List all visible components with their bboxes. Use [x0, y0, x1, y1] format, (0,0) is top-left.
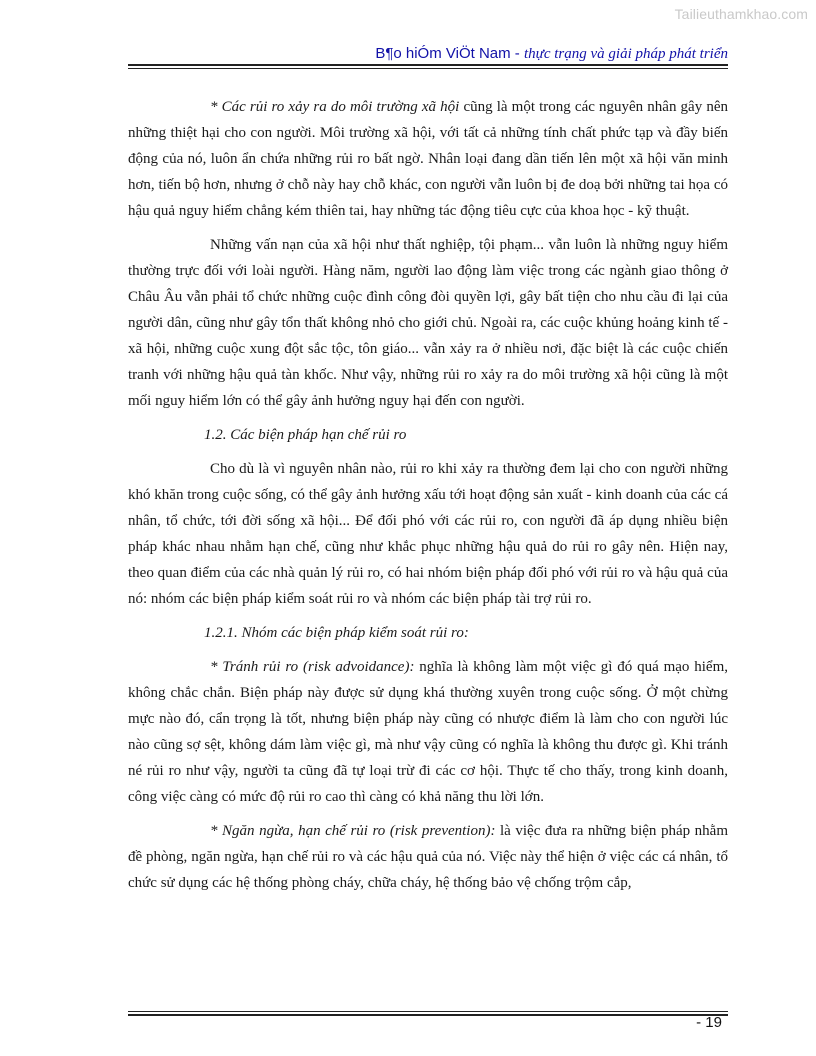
paragraph-lead: * Các rủi ro xảy ra do môi trường xã hội [210, 99, 460, 115]
paragraph-text: cũng là một trong các nguyên nhân gây nên những thiệt hại cho con người. Môi trường xã hội, với tất cả những tính chất phức tạp và đầy biến động của nó, luôn ẩn chứa những rủi ro bất ngờ. Nhân loại đang dần tiến lên một xã hội văn minh hơn, tiến bộ hơn, nhưng ở chỗ này hay chỗ khác, con người vẫn luôn bị đe doạ bởi những tai họa có hậu quả nguy hiểm chẳng kém thiên tai, hay những tác động tiêu cực của khoa học - kỹ thuật. [128, 99, 728, 219]
paragraph-risk-measures [128, 456, 728, 612]
header-rule [128, 64, 728, 69]
paragraph-text: nghĩa là không làm một việc gì đó quá mạo hiểm, không chắc chắn. Biện pháp này được sử dụng khá thường xuyên trong cuộc sống. Ở một chừng mực nào đó, cẩn trọng là tốt, nhưng biện pháp này cũng có nhược điểm là làm cho con người lúc nào cũng sợ sệt, không dám làm việc gì, mà như vậy cũng có nghĩa là không thu được gì. Khi tránh né rủi ro như vậy, người ta cũng đã tự loại trừ đi các cơ hội. Thực tế cho thấy, trong kinh doanh, công việc càng có mức độ rủi ro cao thì càng có khả năng thu lời lớn. [128, 659, 729, 805]
paragraph-social-risks [128, 94, 728, 224]
paragraph-lead: * Tránh rủi ro (risk advoidance): [210, 659, 415, 675]
header-separator: - [510, 45, 524, 62]
running-header [128, 45, 728, 63]
paragraph-text: là việc đưa ra những biện pháp nhằm đề phòng, ngăn ngừa, hạn chế rủi ro và các hậu quả của nó. Việc này thể hiện ở việc các cá nhân, tổ chức sử dụng các hệ thống phòng cháy, chữa cháy, hệ thống bảo vệ chống trộm cắp, [128, 823, 728, 891]
paragraph-text: Cho dù là vì nguyên nhân nào, rủi ro khi xảy ra thường đem lại cho con người những khó khăn trong cuộc sống, có thể gây ảnh hưởng xấu tới hoạt động sản xuất - kinh doanh của các cá nhân, tổ chức, tới đời sống xã hội... Để đối phó với các rủi ro, con người đã áp dụng nhiều biện pháp khác nhau nhằm hạn chế, cũng như khắc phục những hậu quả do rủi ro gây nên. Hiện nay, theo quan điểm của các nhà quản lý rủi ro, có hai nhóm biện pháp đối phó với rủi ro và hậu quả của nó: nhóm các biện pháp kiểm soát rủi ro và nhóm các biện pháp tài trợ rủi ro. [128, 461, 728, 607]
paragraph-lead: * Ngăn ngừa, hạn chế rủi ro (risk prevention): [210, 823, 496, 839]
page-number: - 19 [696, 1014, 722, 1031]
watermark: Tailieuthamkhao.com [674, 6, 808, 22]
paragraph-text: Những vấn nạn của xã hội như thất nghiệp, tội phạm... vẫn luôn là những nguy hiểm thường trực đối với loài người. Hàng năm, người lao động làm việc trong các ngành giao thông ở Châu Âu vẫn phải tổ chức những cuộc đình công đòi quyền lợi, gây bất tiện cho nhu cầu đi lại của người dân, cũng như gây tổn thất không nhỏ cho giới chủ. Ngoài ra, các cuộc khủng hoảng kinh tế - xã hội, những cuộc xung đột sắc tộc, tôn giáo... vẫn xảy ra ở nhiều nơi, đặc biệt là các cuộc chiến tranh với những hậu quả tàn khốc. Như vậy, những rủi ro xảy ra do môi trường xã hội cũng là một mối nguy hiểm lớn có thể gây ảnh hưởng nguy hại đến con người. [128, 237, 728, 409]
footer-rule [128, 1011, 728, 1016]
section-heading-1-2: 1.2. Các biện pháp hạn chế rủi ro [204, 427, 407, 443]
paragraph-risk-prevention [128, 818, 728, 896]
section-heading-1-2-1: 1.2.1. Nhóm các biện pháp kiểm soát rủi ro: [204, 625, 469, 641]
header-title: B¶o hiÓm ViÖt Nam [375, 45, 511, 62]
document-body [128, 94, 728, 896]
paragraph-risk-avoidance [128, 654, 728, 810]
header-subtitle: thực trạng và giải pháp phát triển [523, 46, 728, 62]
paragraph-social-problems [128, 232, 728, 414]
